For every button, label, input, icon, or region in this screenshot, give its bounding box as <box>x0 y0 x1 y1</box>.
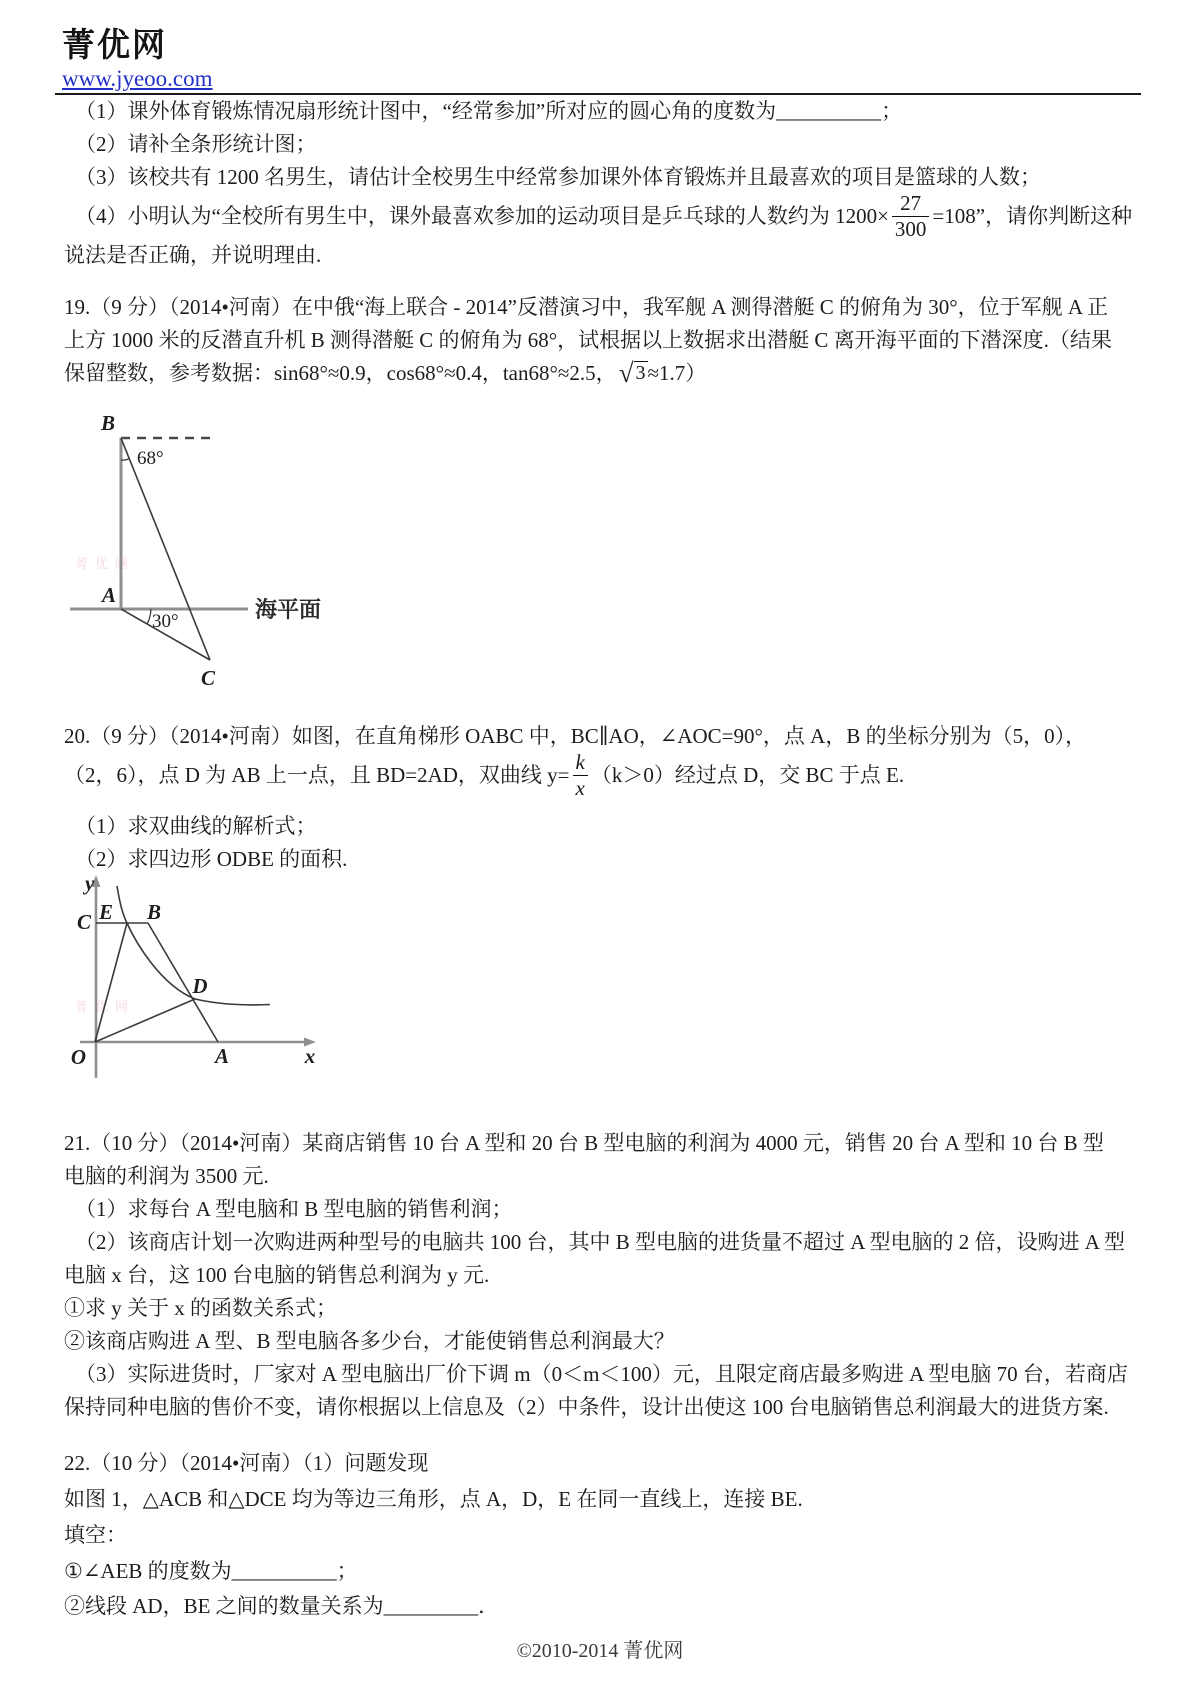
q21-sub1: ①求 y 关于 x 的函数关系式； <box>64 1296 337 1320</box>
watermark-text: 菁优网 <box>75 999 136 1014</box>
point-label-C: C <box>76 910 91 934</box>
q19-line3-text-pre: 保留整数，参考数据：sin68°≈0.9，cos68°≈0.4，tan68°≈2.5， <box>64 360 617 385</box>
q20-item2: （2）求四边形 ODBE 的面积. <box>75 847 348 871</box>
point-label-B: B <box>100 411 115 435</box>
q21-item1: （1）求每台 A 型电脑和 B 型电脑的销售利润； <box>75 1197 513 1221</box>
copyright-notice: ©2010-2014 菁优网 <box>516 1640 684 1662</box>
point-label-E: E <box>98 900 114 924</box>
q22-sub1: ①∠AEB 的度数为__________； <box>64 1559 358 1583</box>
header-divider <box>55 93 1141 95</box>
segment-OE <box>95 923 127 1042</box>
q20-line2-text-pre: （2，6），点 D 为 AB 上一点，且 BD=2AD，双曲线 y= <box>64 762 570 787</box>
angle-arc-at-A <box>147 609 151 624</box>
q21-item3b: 保持同种电脑的售价不变，请你根据以上信息及（2）中条件，设计出使这 100 台电脑销售总利润最大的进货方案. <box>64 1395 1109 1419</box>
q18-item4-cont: 说法是否正确，并说明理由. <box>64 243 322 267</box>
q20-item1: （1）求双曲线的解析式； <box>75 814 317 838</box>
fraction-numerator: k <box>575 750 585 775</box>
q21-line1: 21.（10 分）（2014•河南）某商店销售 10 台 A 型和 20 台 B 型电脑的利润为 4000 元，销售 20 台 A 型和 10 台 B 型 <box>64 1131 1104 1155</box>
axis-label-y: y <box>85 871 95 895</box>
q20-trapezoid-hyperbola-diagram <box>55 873 400 1098</box>
fraction-27-300 <box>892 191 930 240</box>
q19-depression-angle-diagram <box>58 412 388 697</box>
axis-label-x: x <box>304 1044 316 1068</box>
q18-item4 <box>75 190 1132 242</box>
point-label-A: A <box>101 583 116 607</box>
point-label-D: D <box>192 974 208 998</box>
radical-sign: √ <box>618 358 634 388</box>
q22-line1: 22.（10 分）（2014•河南）（1）问题发现 <box>64 1451 429 1475</box>
q18-item4-text-pre: （4）小明认为“全校所有男生中，课外最喜欢参加的运动项目是乒乓球的人数约为 1200× <box>75 203 889 228</box>
point-label-A: A <box>214 1044 230 1068</box>
q22-sub2: ②线段 AD，BE 之间的数量关系为_________． <box>64 1594 500 1618</box>
fraction-numerator: 27 <box>900 191 922 216</box>
q21-item2a: （2）该商店计划一次购进两种型号的电脑共 100 台，其中 B 型电脑的进货量不超过 A 型电脑的 2 倍，设购进 A 型 <box>75 1230 1126 1254</box>
fraction-k-x <box>573 750 588 799</box>
q19-line2: 上方 1000 米的反潜直升机 B 测得潜艇 C 的俯角为 68°，试根据以上数据求出潜艇 C 离开海平面的下潜深度.（结果 <box>64 328 1112 352</box>
site-url-link[interactable]: www.jyeoo.com <box>62 66 213 91</box>
q21-line2: 电脑的利润为 3500 元. <box>64 1164 269 1188</box>
q21-sub2: ②该商店购进 A 型、B 型电脑各多少台，才能使销售总利润最大？ <box>64 1329 675 1353</box>
q20-line1: 20.（9 分）（2014•河南）如图，在直角梯形 OABC 中，BC∥AO，∠AOC=90°，点 A，B 的坐标分别为（5，0）， <box>64 724 1087 748</box>
q22-line3: 填空： <box>64 1523 127 1547</box>
q18-item1: （1）课外体育锻炼情况扇形统计图中，“经常参加”所对应的圆心角的度数为__________； <box>75 99 903 123</box>
watermark-text: 菁优网 <box>75 556 136 571</box>
angle-label-30: 30° <box>152 611 179 632</box>
q19-line3 <box>64 358 706 388</box>
radicand: 3 <box>635 362 646 384</box>
fraction-denominator: 300 <box>892 216 930 241</box>
angle-label-68: 68° <box>137 448 164 469</box>
q18-item2: （2）请补全条形统计图； <box>75 132 317 156</box>
q20-line2-text-post: （k＞0）经过点 D，交 BC 于点 E. <box>590 762 905 787</box>
q19-line1: 19.（9 分）（2014•河南）在中俄“海上联合 - 2014”反潜演习中，我军舰 A 测得潜艇 C 的俯角为 30°，位于军舰 A 正 <box>64 295 1109 319</box>
sea-level-label: 海平面 <box>255 597 322 622</box>
fraction-denominator: x <box>573 775 588 800</box>
q21-item2b: 电脑 x 台，这 100 台电脑的销售总利润为 y 元. <box>64 1263 490 1287</box>
q20-line2 <box>64 748 904 802</box>
q18-item4-text-post: =108”，请你判断这种 <box>932 203 1133 228</box>
point-label-C: C <box>200 666 216 690</box>
point-label-O: O <box>70 1045 86 1069</box>
point-label-B: B <box>146 900 162 924</box>
q19-line3-text-post: ≈1.7） <box>647 360 707 385</box>
site-logo: 菁优网 <box>62 28 167 64</box>
q21-item3a: （3）实际进货时，厂家对 A 型电脑出厂价下调 m（0＜m＜100）元，且限定商店最多购进 A 型电脑 70 台，若商店 <box>75 1362 1128 1386</box>
q18-item3: （3）该校共有 1200 名男生，请估计全校男生中经常参加课外体育锻炼并且最喜欢的项目是篮球的人数； <box>75 165 1041 189</box>
q22-line2: 如图 1，△ACB 和△DCE 均为等边三角形，点 A，D，E 在同一直线上，连接 BE. <box>64 1487 803 1511</box>
sqrt-3-expression <box>618 358 648 388</box>
